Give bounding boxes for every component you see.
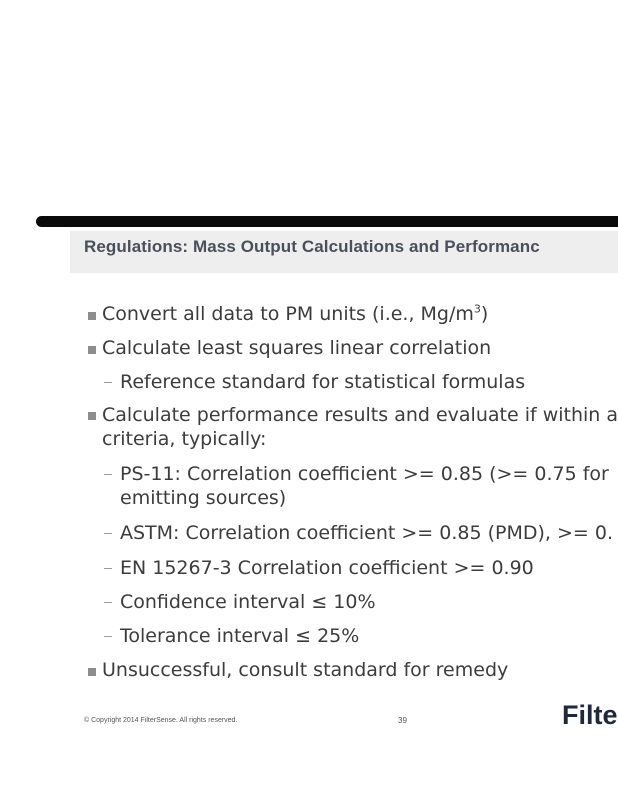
bullet-square-icon (88, 668, 96, 676)
bullet-square-icon (88, 412, 96, 420)
company-logo: Filte (562, 700, 618, 730)
sub-bullet-text: emitting sources) (120, 487, 287, 509)
bullet-item (102, 403, 618, 427)
title-divider-bar (36, 216, 618, 227)
sub-bullet-text: EN 15267-3 Correlation coefficient >= 0.90 (120, 557, 534, 579)
bullet-superscript: 3 (473, 302, 481, 316)
bullet-item-continuation (102, 427, 266, 451)
bullet-text-tail: ) (480, 303, 489, 325)
sub-bullet-text: ASTM: Correlation coefficient >= 0.85 (PMD), >= 0. (120, 522, 613, 544)
bullet-item (102, 336, 491, 360)
sub-bullet-item (120, 521, 613, 545)
sub-bullet-text: PS-11: Correlation coefficient >= 0.85 (>= 0.75 for (120, 463, 609, 485)
page-number: 39 (398, 716, 407, 725)
copyright-notice: © Copyright 2014 FilterSense. All rights reserved. (84, 717, 238, 724)
slide-title: Regulations: Mass Output Calculations and Performanc (84, 237, 540, 256)
dash-bullet-icon (104, 533, 112, 534)
dash-bullet-icon (104, 382, 112, 383)
dash-bullet-icon (104, 474, 112, 475)
sub-bullet-item (120, 590, 376, 614)
bullet-text: Unsuccessful, consult standard for remedy (102, 659, 509, 681)
dash-bullet-icon (104, 636, 112, 637)
bullet-text: Calculate performance results and evaluate if within a (102, 404, 618, 426)
bullet-item (102, 658, 508, 682)
sub-bullet-text: Tolerance interval ≤ 25% (120, 625, 360, 647)
dash-bullet-icon (104, 602, 112, 603)
bullet-text: Calculate least squares linear correlation (102, 337, 492, 359)
sub-bullet-item (120, 556, 534, 580)
bullet-item (102, 302, 488, 326)
bullet-square-icon (88, 312, 96, 320)
bullet-text: Convert all data to PM units (i.e., Mg/m (102, 303, 474, 325)
bullet-square-icon (88, 346, 96, 354)
sub-bullet-text: Confidence interval ≤ 10% (120, 591, 376, 613)
sub-bullet-item (120, 462, 609, 486)
bullet-text: criteria, typically: (102, 428, 267, 450)
sub-bullet-item (120, 624, 359, 648)
sub-bullet-text: Reference standard for statistical formulas (120, 371, 526, 393)
dash-bullet-icon (104, 568, 112, 569)
sub-bullet-continuation (120, 486, 286, 510)
sub-bullet-item (120, 370, 525, 394)
